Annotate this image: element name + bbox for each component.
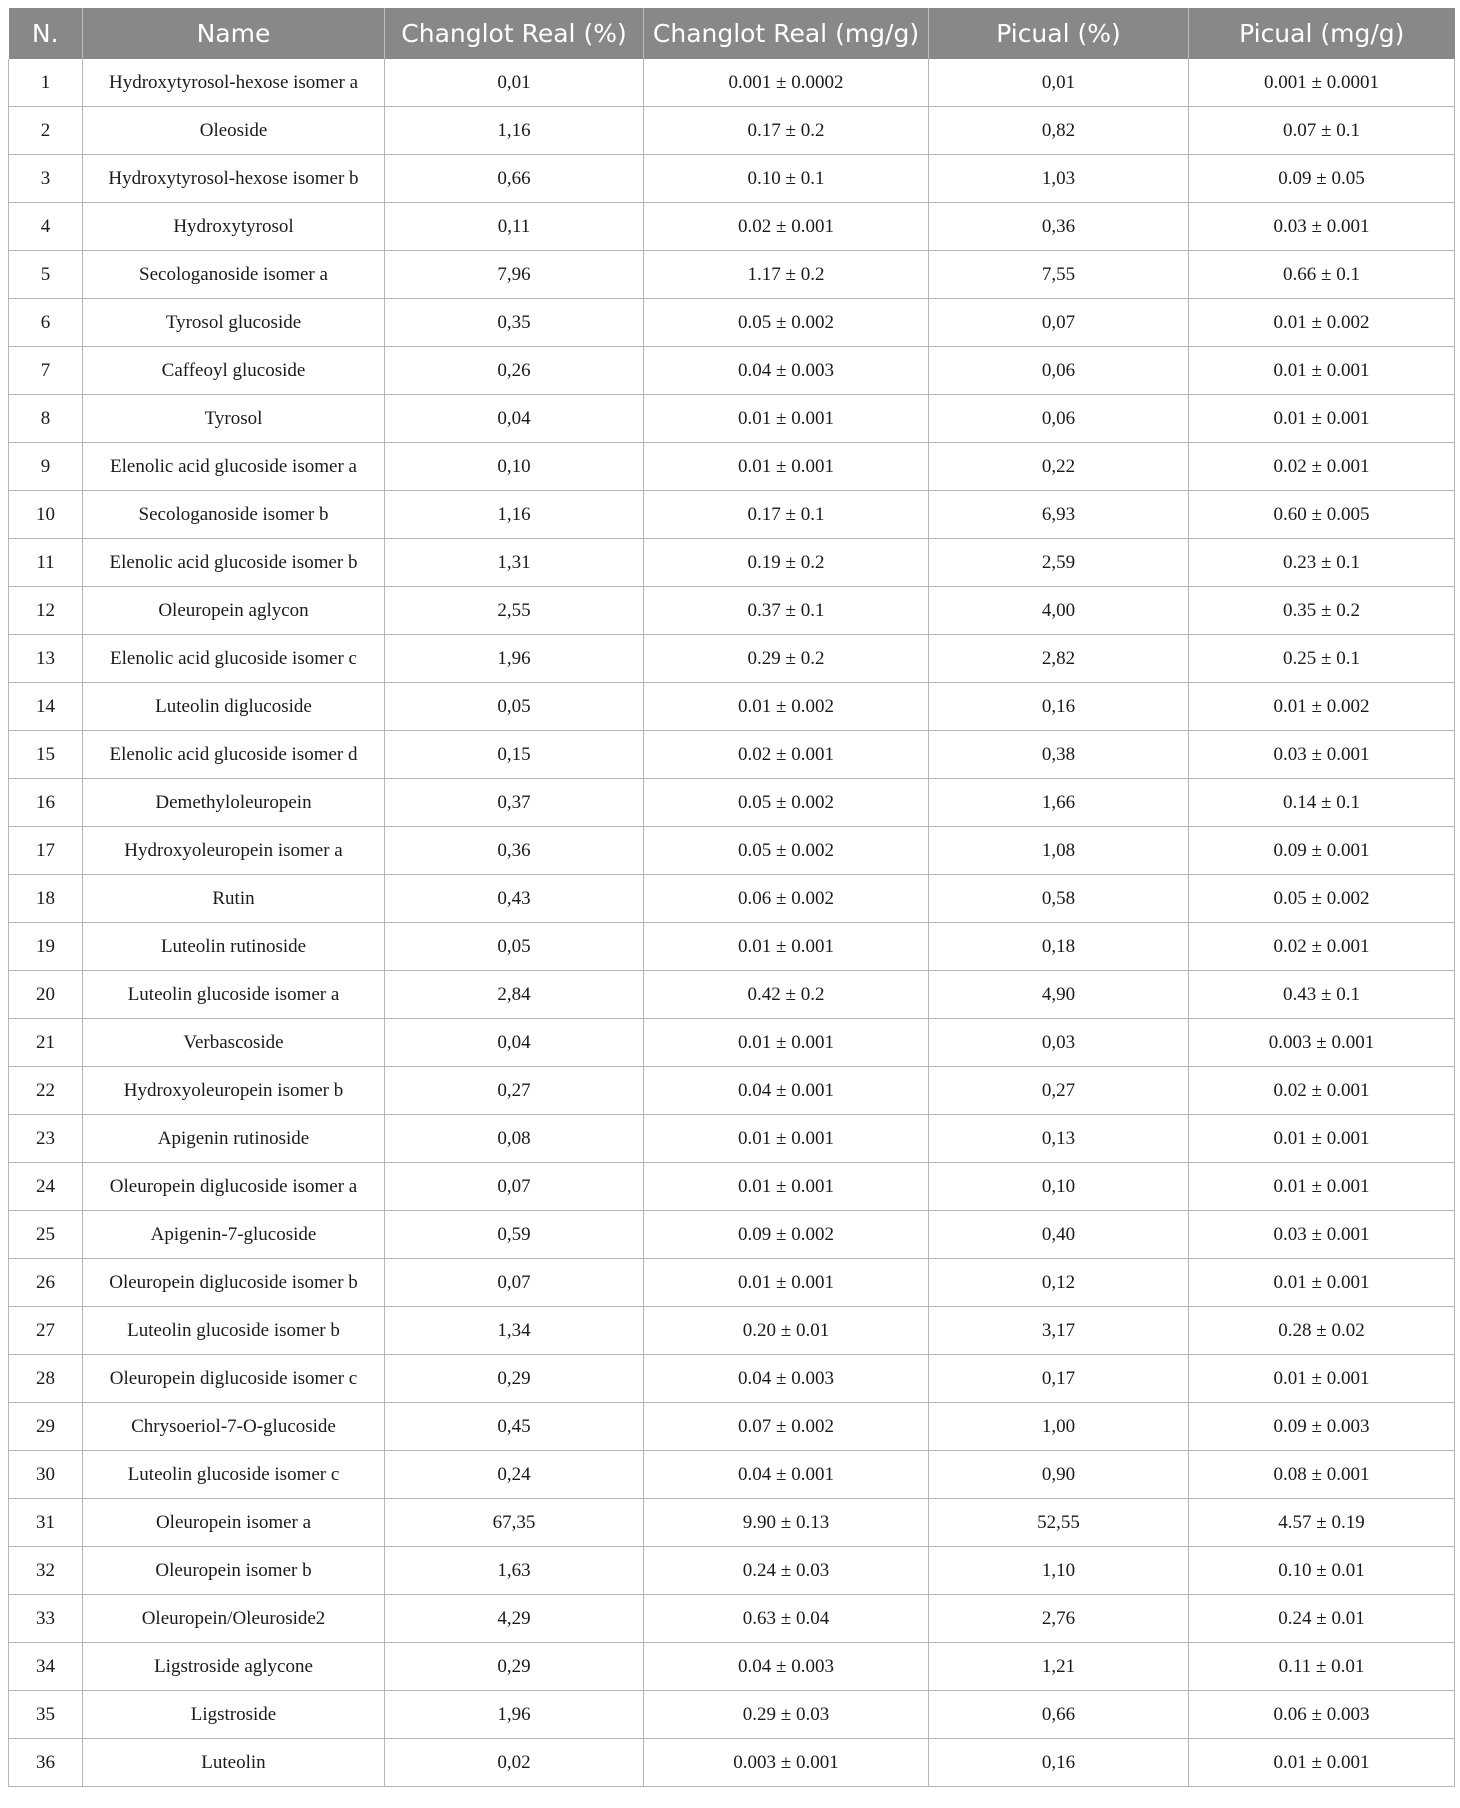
table-row: [9, 1451, 1455, 1499]
cell-changlot-mg: 1.17 ± 0.2: [644, 251, 929, 299]
cell-changlot-pct: 0,10: [385, 443, 644, 491]
cell-changlot-pct: 1,96: [385, 1691, 644, 1739]
cell-name: Oleuropein aglycon: [83, 587, 385, 635]
cell-picual-pct: 6,93: [929, 491, 1189, 539]
cell-name: Oleuropein diglucoside isomer c: [83, 1355, 385, 1403]
cell-number: 9: [9, 443, 83, 491]
cell-number: 1: [9, 59, 83, 107]
cell-changlot-mg: 0.04 ± 0.003: [644, 1643, 929, 1691]
cell-picual-pct: 0,17: [929, 1355, 1189, 1403]
cell-name: Apigenin-7-glucoside: [83, 1211, 385, 1259]
cell-picual-mg: 4.57 ± 0.19: [1189, 1499, 1455, 1547]
table-row: [9, 971, 1455, 1019]
cell-changlot-pct: 1,31: [385, 539, 644, 587]
col-header-name: Name: [83, 8, 385, 59]
cell-picual-pct: 1,08: [929, 827, 1189, 875]
cell-picual-pct: 0,66: [929, 1691, 1189, 1739]
cell-changlot-pct: 1,34: [385, 1307, 644, 1355]
table-row: [9, 731, 1455, 779]
cell-changlot-mg: 0.001 ± 0.0002: [644, 59, 929, 107]
cell-name: Secologanoside isomer a: [83, 251, 385, 299]
cell-changlot-pct: 0,35: [385, 299, 644, 347]
table-row: [9, 1307, 1455, 1355]
table-row: [9, 1163, 1455, 1211]
cell-changlot-pct: 0,29: [385, 1643, 644, 1691]
cell-name: Oleuropein isomer b: [83, 1547, 385, 1595]
cell-picual-mg: 0.01 ± 0.001: [1189, 1259, 1455, 1307]
cell-number: 17: [9, 827, 83, 875]
cell-changlot-mg: 0.06 ± 0.002: [644, 875, 929, 923]
table-row: [9, 587, 1455, 635]
cell-name: Oleuropein isomer a: [83, 1499, 385, 1547]
cell-changlot-pct: 0,26: [385, 347, 644, 395]
cell-picual-mg: 0.02 ± 0.001: [1189, 443, 1455, 491]
cell-changlot-mg: 0.17 ± 0.2: [644, 107, 929, 155]
cell-name: Luteolin glucoside isomer c: [83, 1451, 385, 1499]
cell-number: 21: [9, 1019, 83, 1067]
cell-name: Luteolin glucoside isomer b: [83, 1307, 385, 1355]
cell-picual-pct: 1,03: [929, 155, 1189, 203]
cell-picual-mg: 0.01 ± 0.001: [1189, 1739, 1455, 1787]
cell-changlot-pct: 0,01: [385, 59, 644, 107]
cell-picual-pct: 0,58: [929, 875, 1189, 923]
cell-picual-mg: 0.003 ± 0.001: [1189, 1019, 1455, 1067]
cell-picual-pct: 0,36: [929, 203, 1189, 251]
cell-name: Elenolic acid glucoside isomer b: [83, 539, 385, 587]
cell-changlot-mg: 0.01 ± 0.001: [644, 395, 929, 443]
cell-changlot-pct: 0,07: [385, 1163, 644, 1211]
cell-number: 30: [9, 1451, 83, 1499]
table-container: [8, 8, 1454, 1787]
cell-picual-pct: 0,82: [929, 107, 1189, 155]
cell-name: Ligstroside: [83, 1691, 385, 1739]
cell-number: 16: [9, 779, 83, 827]
cell-picual-mg: 0.10 ± 0.01: [1189, 1547, 1455, 1595]
cell-name: Hydroxytyrosol: [83, 203, 385, 251]
cell-changlot-pct: 0,66: [385, 155, 644, 203]
cell-picual-pct: 2,59: [929, 539, 1189, 587]
table-row: [9, 1019, 1455, 1067]
cell-changlot-pct: 2,55: [385, 587, 644, 635]
cell-number: 13: [9, 635, 83, 683]
cell-picual-mg: 0.11 ± 0.01: [1189, 1643, 1455, 1691]
col-header-picual-mg: Picual (mg/g): [1189, 8, 1455, 59]
cell-name: Oleuropein diglucoside isomer a: [83, 1163, 385, 1211]
table-row: [9, 635, 1455, 683]
cell-changlot-mg: 0.09 ± 0.002: [644, 1211, 929, 1259]
cell-name: Tyrosol glucoside: [83, 299, 385, 347]
cell-picual-mg: 0.24 ± 0.01: [1189, 1595, 1455, 1643]
col-header-changlot-mg: Changlot Real (mg/g): [644, 8, 929, 59]
table-row: [9, 779, 1455, 827]
cell-picual-pct: 7,55: [929, 251, 1189, 299]
cell-changlot-mg: 0.01 ± 0.001: [644, 923, 929, 971]
cell-changlot-pct: 0,29: [385, 1355, 644, 1403]
cell-changlot-mg: 0.29 ± 0.03: [644, 1691, 929, 1739]
cell-number: 33: [9, 1595, 83, 1643]
cell-changlot-pct: 0,04: [385, 395, 644, 443]
cell-picual-pct: 0,01: [929, 59, 1189, 107]
cell-name: Hydroxytyrosol-hexose isomer a: [83, 59, 385, 107]
cell-changlot-mg: 0.01 ± 0.001: [644, 443, 929, 491]
cell-changlot-mg: 0.04 ± 0.003: [644, 347, 929, 395]
cell-name: Secologanoside isomer b: [83, 491, 385, 539]
cell-picual-pct: 2,76: [929, 1595, 1189, 1643]
cell-picual-mg: 0.08 ± 0.001: [1189, 1451, 1455, 1499]
cell-picual-pct: 2,82: [929, 635, 1189, 683]
table-row: [9, 1259, 1455, 1307]
cell-name: Rutin: [83, 875, 385, 923]
cell-changlot-mg: 0.20 ± 0.01: [644, 1307, 929, 1355]
cell-picual-pct: 0,27: [929, 1067, 1189, 1115]
cell-picual-mg: 0.14 ± 0.1: [1189, 779, 1455, 827]
cell-number: 20: [9, 971, 83, 1019]
cell-picual-pct: 0,18: [929, 923, 1189, 971]
table-row: [9, 827, 1455, 875]
cell-changlot-mg: 0.07 ± 0.002: [644, 1403, 929, 1451]
cell-picual-pct: 4,00: [929, 587, 1189, 635]
cell-picual-mg: 0.35 ± 0.2: [1189, 587, 1455, 635]
cell-changlot-mg: 0.01 ± 0.001: [644, 1163, 929, 1211]
cell-changlot-mg: 0.01 ± 0.001: [644, 1259, 929, 1307]
cell-picual-mg: 0.01 ± 0.001: [1189, 1115, 1455, 1163]
cell-number: 24: [9, 1163, 83, 1211]
cell-number: 5: [9, 251, 83, 299]
cell-picual-mg: 0.01 ± 0.001: [1189, 1163, 1455, 1211]
cell-name: Luteolin: [83, 1739, 385, 1787]
cell-number: 25: [9, 1211, 83, 1259]
cell-number: 35: [9, 1691, 83, 1739]
cell-name: Elenolic acid glucoside isomer d: [83, 731, 385, 779]
cell-name: Apigenin rutinoside: [83, 1115, 385, 1163]
cell-number: 6: [9, 299, 83, 347]
cell-picual-pct: 1,66: [929, 779, 1189, 827]
cell-changlot-pct: 67,35: [385, 1499, 644, 1547]
cell-picual-mg: 0.01 ± 0.001: [1189, 347, 1455, 395]
cell-changlot-mg: 0.01 ± 0.002: [644, 683, 929, 731]
cell-changlot-mg: 0.17 ± 0.1: [644, 491, 929, 539]
cell-picual-mg: 0.01 ± 0.001: [1189, 1355, 1455, 1403]
table-row: [9, 1691, 1455, 1739]
table-row: [9, 491, 1455, 539]
cell-changlot-pct: 0,04: [385, 1019, 644, 1067]
cell-changlot-mg: 0.37 ± 0.1: [644, 587, 929, 635]
table-row: [9, 203, 1455, 251]
cell-number: 7: [9, 347, 83, 395]
cell-picual-pct: 0,10: [929, 1163, 1189, 1211]
cell-picual-mg: 0.09 ± 0.001: [1189, 827, 1455, 875]
cell-changlot-mg: 0.04 ± 0.003: [644, 1355, 929, 1403]
cell-picual-mg: 0.09 ± 0.003: [1189, 1403, 1455, 1451]
cell-changlot-mg: 0.05 ± 0.002: [644, 779, 929, 827]
cell-name: Hydroxyoleuropein isomer b: [83, 1067, 385, 1115]
cell-picual-pct: 1,21: [929, 1643, 1189, 1691]
cell-picual-mg: 0.23 ± 0.1: [1189, 539, 1455, 587]
cell-number: 18: [9, 875, 83, 923]
cell-changlot-pct: 0,05: [385, 683, 644, 731]
data-table: [8, 8, 1455, 1787]
cell-number: 32: [9, 1547, 83, 1595]
cell-changlot-mg: 0.01 ± 0.001: [644, 1115, 929, 1163]
table-row: [9, 1643, 1455, 1691]
cell-changlot-mg: 0.10 ± 0.1: [644, 155, 929, 203]
cell-picual-mg: 0.09 ± 0.05: [1189, 155, 1455, 203]
table-row: [9, 395, 1455, 443]
cell-picual-pct: 0,22: [929, 443, 1189, 491]
cell-changlot-mg: 0.05 ± 0.002: [644, 827, 929, 875]
cell-name: Elenolic acid glucoside isomer c: [83, 635, 385, 683]
cell-name: Oleuropein/Oleuroside2: [83, 1595, 385, 1643]
cell-picual-mg: 0.03 ± 0.001: [1189, 203, 1455, 251]
table-row: [9, 299, 1455, 347]
cell-name: Elenolic acid glucoside isomer a: [83, 443, 385, 491]
col-header-number: N.: [9, 8, 83, 59]
cell-changlot-pct: 7,96: [385, 251, 644, 299]
cell-name: Luteolin rutinoside: [83, 923, 385, 971]
cell-name: Oleuropein diglucoside isomer b: [83, 1259, 385, 1307]
cell-number: 26: [9, 1259, 83, 1307]
cell-picual-mg: 0.03 ± 0.001: [1189, 731, 1455, 779]
table-row: [9, 1595, 1455, 1643]
table-row: [9, 923, 1455, 971]
cell-changlot-mg: 9.90 ± 0.13: [644, 1499, 929, 1547]
cell-number: 10: [9, 491, 83, 539]
cell-picual-pct: 0,16: [929, 683, 1189, 731]
table-row: [9, 1211, 1455, 1259]
cell-changlot-pct: 0,27: [385, 1067, 644, 1115]
cell-name: Luteolin glucoside isomer a: [83, 971, 385, 1019]
cell-changlot-pct: 0,02: [385, 1739, 644, 1787]
cell-picual-mg: 0.60 ± 0.005: [1189, 491, 1455, 539]
cell-picual-mg: 0.03 ± 0.001: [1189, 1211, 1455, 1259]
cell-number: 15: [9, 731, 83, 779]
table-row: [9, 1547, 1455, 1595]
cell-picual-pct: 0,38: [929, 731, 1189, 779]
cell-name: Ligstroside aglycone: [83, 1643, 385, 1691]
cell-picual-pct: 52,55: [929, 1499, 1189, 1547]
cell-number: 27: [9, 1307, 83, 1355]
cell-number: 36: [9, 1739, 83, 1787]
table-row: [9, 1739, 1455, 1787]
cell-number: 22: [9, 1067, 83, 1115]
cell-name: Luteolin diglucoside: [83, 683, 385, 731]
cell-name: Hydroxyoleuropein isomer a: [83, 827, 385, 875]
cell-name: Caffeoyl glucoside: [83, 347, 385, 395]
cell-name: Demethyloleuropein: [83, 779, 385, 827]
cell-picual-pct: 3,17: [929, 1307, 1189, 1355]
cell-name: Tyrosol: [83, 395, 385, 443]
cell-number: 31: [9, 1499, 83, 1547]
cell-picual-mg: 0.01 ± 0.002: [1189, 683, 1455, 731]
table-row: [9, 875, 1455, 923]
cell-changlot-mg: 0.42 ± 0.2: [644, 971, 929, 1019]
cell-picual-pct: 0,40: [929, 1211, 1189, 1259]
table-row: [9, 683, 1455, 731]
table-row: [9, 59, 1455, 107]
cell-changlot-mg: 0.003 ± 0.001: [644, 1739, 929, 1787]
cell-number: 14: [9, 683, 83, 731]
cell-changlot-pct: 0,37: [385, 779, 644, 827]
cell-picual-pct: 1,00: [929, 1403, 1189, 1451]
cell-name: Chrysoeriol-7-O-glucoside: [83, 1403, 385, 1451]
cell-changlot-mg: 0.02 ± 0.001: [644, 731, 929, 779]
table-row: [9, 1499, 1455, 1547]
cell-changlot-mg: 0.24 ± 0.03: [644, 1547, 929, 1595]
cell-number: 11: [9, 539, 83, 587]
cell-number: 3: [9, 155, 83, 203]
cell-number: 29: [9, 1403, 83, 1451]
cell-picual-pct: 0,16: [929, 1739, 1189, 1787]
cell-changlot-mg: 0.02 ± 0.001: [644, 203, 929, 251]
cell-changlot-mg: 0.04 ± 0.001: [644, 1067, 929, 1115]
cell-picual-mg: 0.01 ± 0.002: [1189, 299, 1455, 347]
header-row: [9, 8, 1455, 59]
table-row: [9, 251, 1455, 299]
col-header-picual-pct: Picual (%): [929, 8, 1189, 59]
cell-picual-mg: 0.07 ± 0.1: [1189, 107, 1455, 155]
cell-picual-pct: 0,06: [929, 347, 1189, 395]
cell-changlot-pct: 0,08: [385, 1115, 644, 1163]
cell-number: 34: [9, 1643, 83, 1691]
cell-changlot-pct: 0,11: [385, 203, 644, 251]
cell-number: 2: [9, 107, 83, 155]
cell-picual-mg: 0.001 ± 0.0001: [1189, 59, 1455, 107]
table-row: [9, 107, 1455, 155]
cell-number: 19: [9, 923, 83, 971]
cell-changlot-pct: 1,16: [385, 107, 644, 155]
cell-picual-mg: 0.06 ± 0.003: [1189, 1691, 1455, 1739]
table-row: [9, 539, 1455, 587]
table-row: [9, 155, 1455, 203]
cell-changlot-mg: 0.19 ± 0.2: [644, 539, 929, 587]
cell-number: 8: [9, 395, 83, 443]
table-row: [9, 347, 1455, 395]
cell-picual-mg: 0.66 ± 0.1: [1189, 251, 1455, 299]
cell-name: Oleoside: [83, 107, 385, 155]
cell-picual-mg: 0.05 ± 0.002: [1189, 875, 1455, 923]
cell-changlot-pct: 0,05: [385, 923, 644, 971]
cell-picual-pct: 1,10: [929, 1547, 1189, 1595]
cell-name: Hydroxytyrosol-hexose isomer b: [83, 155, 385, 203]
cell-changlot-mg: 0.63 ± 0.04: [644, 1595, 929, 1643]
cell-picual-mg: 0.25 ± 0.1: [1189, 635, 1455, 683]
table-row: [9, 1403, 1455, 1451]
cell-changlot-pct: 4,29: [385, 1595, 644, 1643]
table-body: [9, 59, 1455, 1787]
cell-number: 28: [9, 1355, 83, 1403]
cell-changlot-pct: 0,15: [385, 731, 644, 779]
cell-picual-pct: 0,90: [929, 1451, 1189, 1499]
cell-changlot-pct: 1,63: [385, 1547, 644, 1595]
cell-changlot-mg: 0.04 ± 0.001: [644, 1451, 929, 1499]
cell-changlot-pct: 0,45: [385, 1403, 644, 1451]
cell-picual-mg: 0.02 ± 0.001: [1189, 1067, 1455, 1115]
table-row: [9, 1355, 1455, 1403]
table-row: [9, 1115, 1455, 1163]
table-row: [9, 1067, 1455, 1115]
table-row: [9, 443, 1455, 491]
cell-picual-pct: 0,03: [929, 1019, 1189, 1067]
cell-number: 4: [9, 203, 83, 251]
cell-picual-pct: 4,90: [929, 971, 1189, 1019]
cell-changlot-pct: 0,07: [385, 1259, 644, 1307]
cell-changlot-pct: 0,43: [385, 875, 644, 923]
col-header-changlot-pct: Changlot Real (%): [385, 8, 644, 59]
cell-picual-mg: 0.01 ± 0.001: [1189, 395, 1455, 443]
cell-changlot-pct: 0,24: [385, 1451, 644, 1499]
cell-picual-mg: 0.28 ± 0.02: [1189, 1307, 1455, 1355]
cell-changlot-pct: 0,36: [385, 827, 644, 875]
cell-changlot-pct: 0,59: [385, 1211, 644, 1259]
cell-picual-pct: 0,07: [929, 299, 1189, 347]
cell-picual-pct: 0,12: [929, 1259, 1189, 1307]
cell-name: Verbascoside: [83, 1019, 385, 1067]
cell-changlot-mg: 0.05 ± 0.002: [644, 299, 929, 347]
cell-picual-mg: 0.43 ± 0.1: [1189, 971, 1455, 1019]
cell-picual-mg: 0.02 ± 0.001: [1189, 923, 1455, 971]
cell-number: 12: [9, 587, 83, 635]
cell-picual-pct: 0,13: [929, 1115, 1189, 1163]
cell-number: 23: [9, 1115, 83, 1163]
cell-changlot-pct: 1,16: [385, 491, 644, 539]
cell-changlot-mg: 0.01 ± 0.001: [644, 1019, 929, 1067]
cell-picual-pct: 0,06: [929, 395, 1189, 443]
cell-changlot-pct: 2,84: [385, 971, 644, 1019]
cell-changlot-mg: 0.29 ± 0.2: [644, 635, 929, 683]
cell-changlot-pct: 1,96: [385, 635, 644, 683]
